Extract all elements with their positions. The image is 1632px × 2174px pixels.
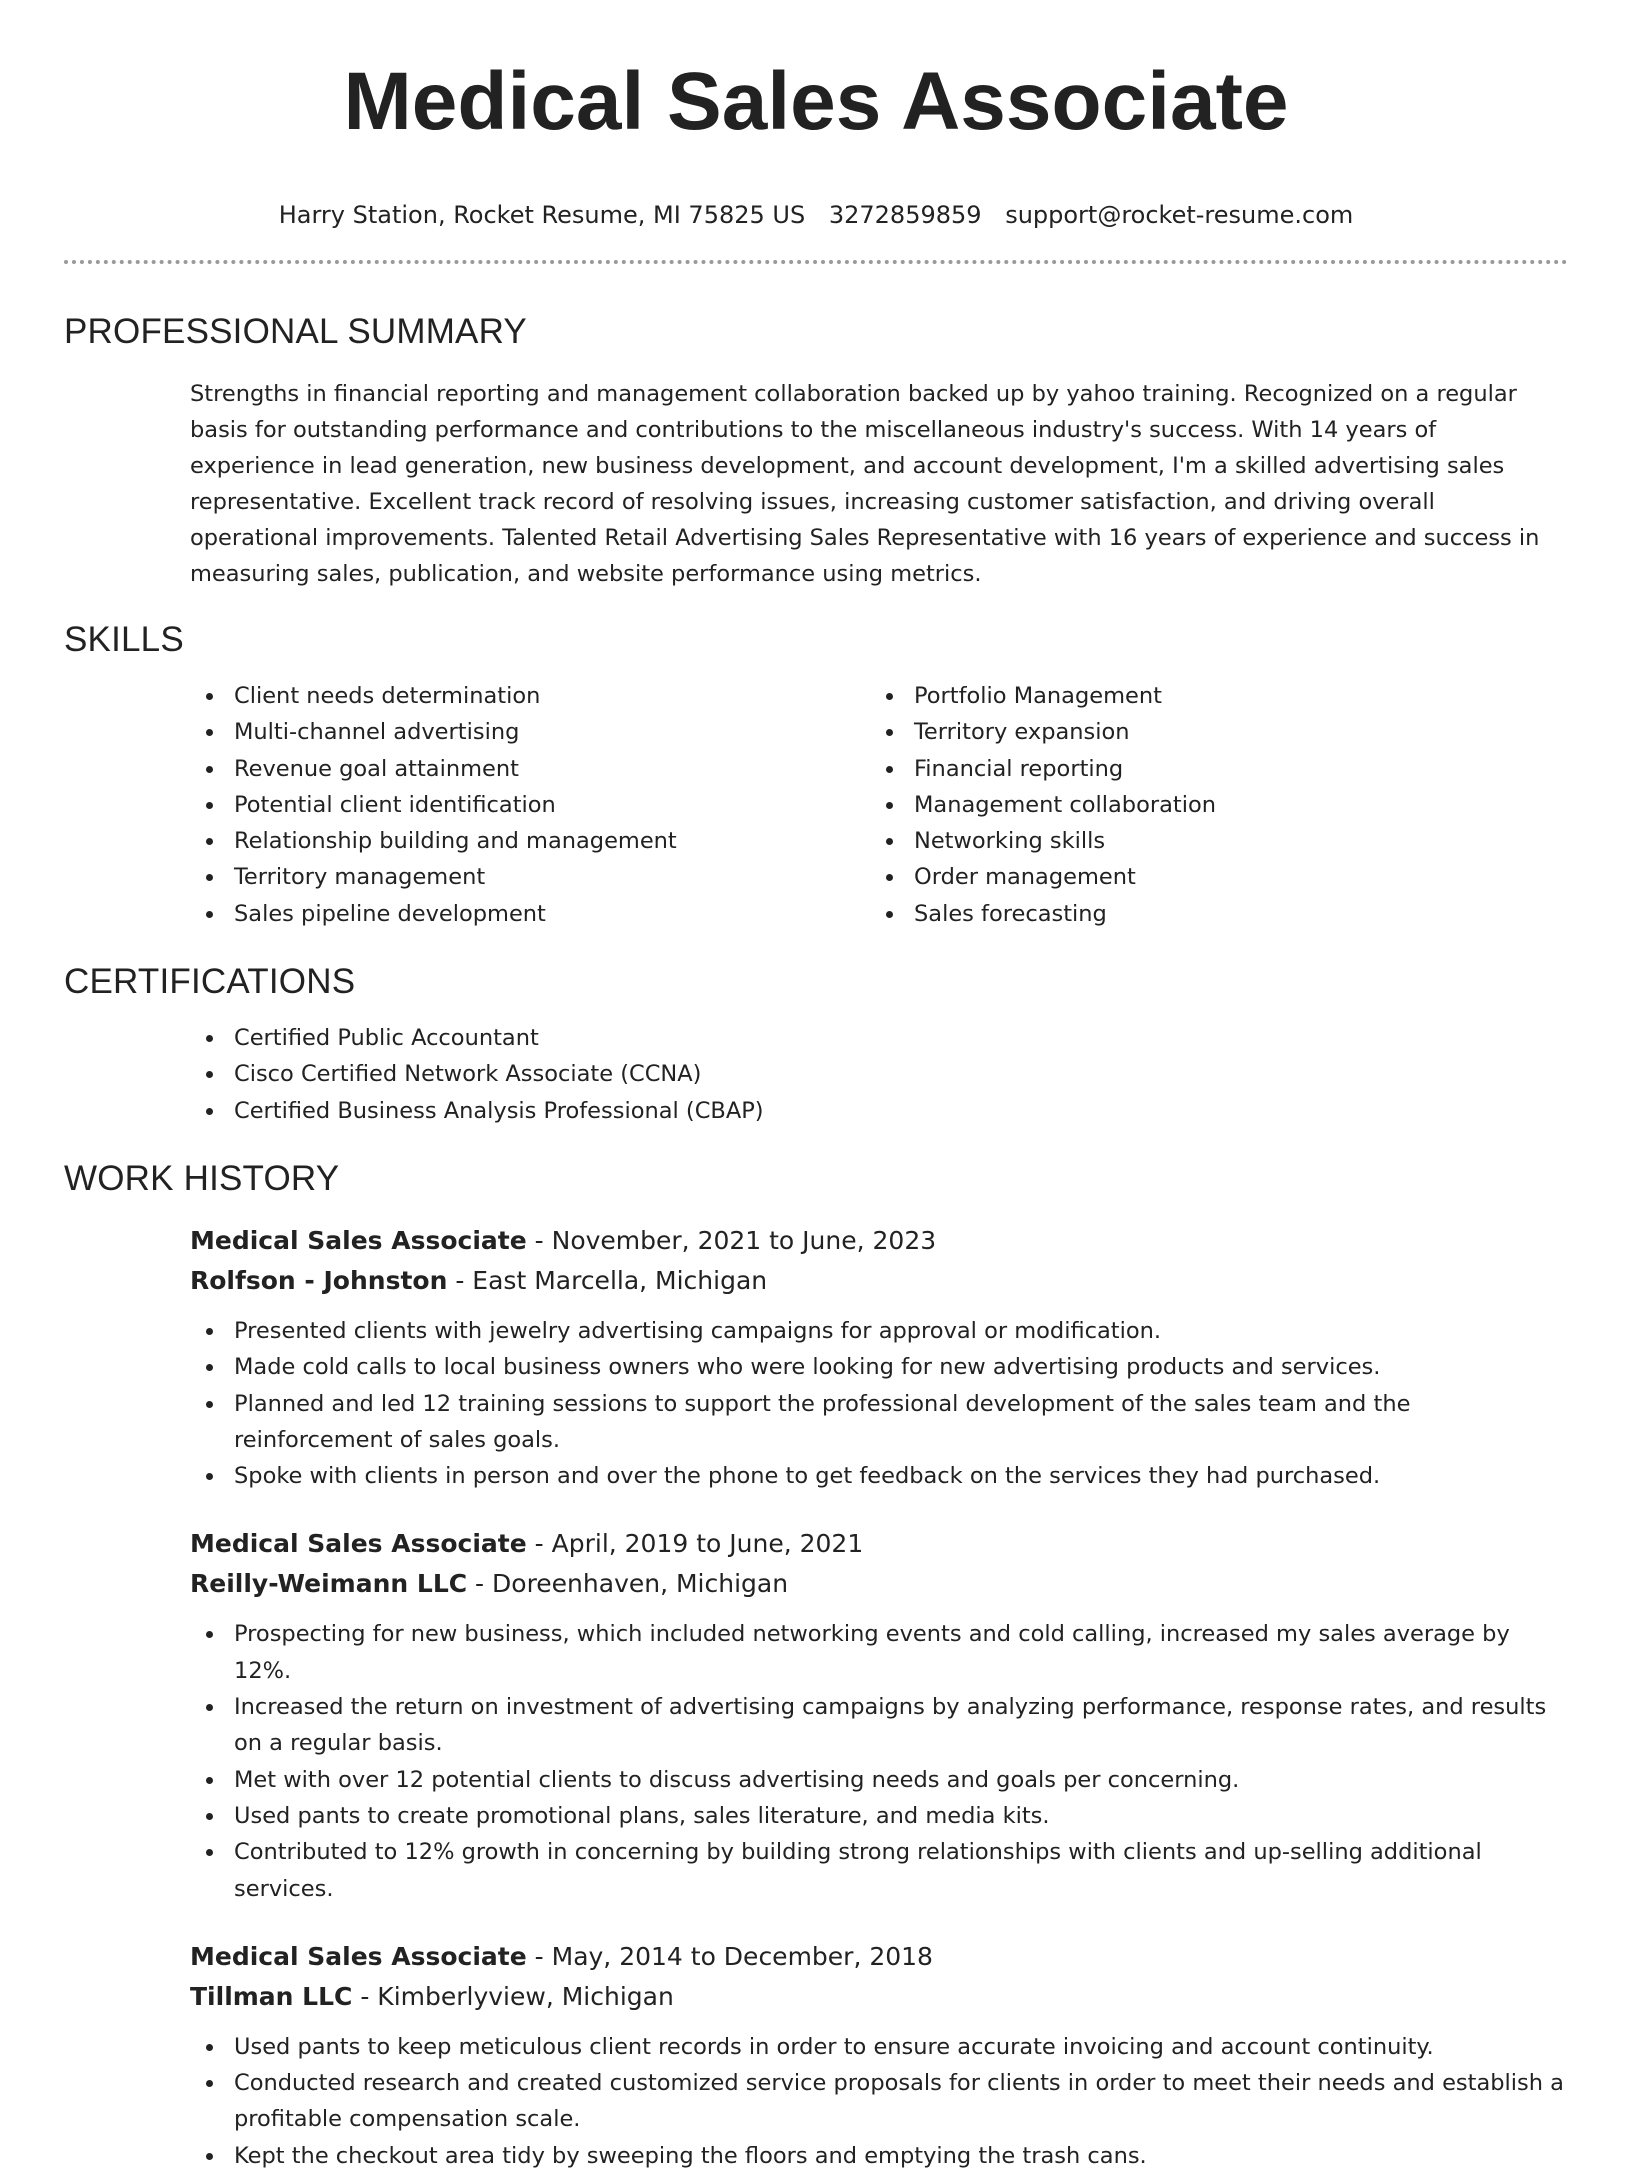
skills-section: [64, 620, 1568, 932]
contact-phone: 3272859859: [828, 201, 982, 229]
skill-item: Territory expansion: [870, 714, 1550, 750]
skills-left-list: [190, 678, 870, 932]
job-bullet: Met with over 12 potential clients to discuss advertising needs and goals per concerning.: [190, 1762, 1568, 1798]
skill-item: Portfolio Management: [870, 678, 1550, 714]
skill-item: Potential client identification: [190, 787, 870, 823]
summary-section: [64, 312, 1568, 592]
certifications-list: [190, 1020, 1568, 1129]
work-history-heading: WORK HISTORY: [64, 1158, 340, 1198]
job-bullet: Spoke with clients in person and over the phone to get feedback on the services they had purchased.: [190, 1458, 1568, 1494]
job-location: - Kimberlyview, Michigan: [352, 1981, 674, 2011]
skill-item: Sales pipeline development: [190, 896, 870, 932]
job-bullets: [190, 2029, 1568, 2174]
skill-item: Territory management: [190, 859, 870, 895]
skill-item: Relationship building and management: [190, 823, 870, 859]
certifications-heading: CERTIFICATIONS: [64, 962, 356, 1002]
job-bullet: Used pants to keep meticulous client records in order to ensure accurate invoicing and account continuity.: [190, 2029, 1568, 2065]
job-bullet: Increased the return on investment of advertising campaigns by analyzing performance, response rates, and results on a regular basis.: [190, 1689, 1568, 1762]
skill-item: Client needs determination: [190, 678, 870, 714]
skill-item: Revenue goal attainment: [190, 751, 870, 787]
contact-address: Harry Station, Rocket Resume, MI 75825 US: [278, 201, 806, 229]
job-bullet: Made cold calls to local business owners who were looking for new advertising products and services.: [190, 1349, 1568, 1385]
job-title-line: [190, 1524, 1568, 1564]
summary-heading: PROFESSIONAL SUMMARY: [64, 312, 527, 351]
skill-item: Order management: [870, 859, 1550, 895]
job-company: Rolfson - Johnston: [190, 1265, 448, 1295]
job-bullet: Planned and led 12 training sessions to support the professional development of the sales team and the reinforcement of sales goals.: [190, 1386, 1568, 1459]
certification-item: Certified Business Analysis Professional (CBAP): [190, 1093, 1568, 1129]
job-title-line: [190, 1937, 1568, 1977]
job-bullets: [190, 1616, 1568, 1906]
job-dates: - April, 2019 to June, 2021: [526, 1529, 864, 1559]
job-entry: [190, 1524, 1568, 1604]
skills-right-list: [870, 678, 1550, 932]
header-divider: [64, 260, 1568, 264]
skill-item: Sales forecasting: [870, 896, 1550, 932]
job-bullets: [190, 1313, 1568, 1494]
page-title: Medical Sales Associate: [343, 56, 1289, 147]
skill-item: Management collaboration: [870, 787, 1550, 823]
job-title-line: [190, 1221, 1568, 1261]
job-role: Medical Sales Associate: [190, 1529, 527, 1559]
certification-item: Certified Public Accountant: [190, 1020, 1568, 1056]
job-bullet: Conducted research and created customized service proposals for clients in order to meet their needs and establish a profitable compensation scale.: [190, 2065, 1568, 2138]
resume-header: [64, 0, 1568, 230]
job-location: - Doreenhaven, Michigan: [467, 1569, 789, 1599]
skill-item: Financial reporting: [870, 751, 1550, 787]
job-role: Medical Sales Associate: [190, 1225, 527, 1255]
work-history-section: [64, 1159, 1568, 2174]
job-role: Medical Sales Associate: [190, 1941, 527, 1971]
job-dates: - November, 2021 to June, 2023: [526, 1225, 937, 1255]
job-entry: [190, 1221, 1568, 1301]
summary-text: Strengths in financial reporting and management collaboration backed up by yahoo training. Recognized on a regular basis for outstanding performance and contributions to the miscellaneous industry's success. With 14 years of experience in lead generation, new business development, and account development, I'm a skilled advertising sales representative. Excellent track record of resolving issues, increasing customer satisfaction, and driving overall operational improvements. Talented Retail Advertising Sales Representative with 16 years of experience and success in measuring sales, publication, and website performance using metrics.: [190, 381, 1540, 587]
job-company-line: [190, 1261, 1568, 1301]
job-entry: [190, 1937, 1568, 2017]
certification-item: Cisco Certified Network Associate (CCNA): [190, 1056, 1568, 1092]
job-bullet: Kept the checkout area tidy by sweeping the floors and emptying the trash cans.: [190, 2138, 1568, 2174]
job-bullet: Presented clients with jewelry advertising campaigns for approval or modification.: [190, 1313, 1568, 1349]
contact-email: support@rocket-resume.com: [1005, 201, 1354, 229]
job-bullet: Prospecting for new business, which included networking events and cold calling, increased my sales average by 12%.: [190, 1616, 1568, 1689]
certifications-section: [64, 962, 1568, 1129]
job-bullet: Used pants to create promotional plans, sales literature, and media kits.: [190, 1798, 1568, 1834]
skills-heading: SKILLS: [64, 620, 184, 659]
job-location: - East Marcella, Michigan: [447, 1265, 768, 1295]
skill-item: Networking skills: [870, 823, 1550, 859]
contact-line: [64, 200, 1568, 230]
job-bullet: Contributed to 12% growth in concerning by building strong relationships with clients and up-selling additional services.: [190, 1834, 1568, 1907]
job-company-line: [190, 1564, 1568, 1604]
job-company: Tillman LLC: [190, 1981, 353, 2011]
job-company-line: [190, 1977, 1568, 2017]
job-company: Reilly-Weimann LLC: [190, 1569, 468, 1599]
skills-grid: [190, 678, 1568, 932]
job-dates: - May, 2014 to December, 2018: [526, 1941, 933, 1971]
skill-item: Multi-channel advertising: [190, 714, 870, 750]
